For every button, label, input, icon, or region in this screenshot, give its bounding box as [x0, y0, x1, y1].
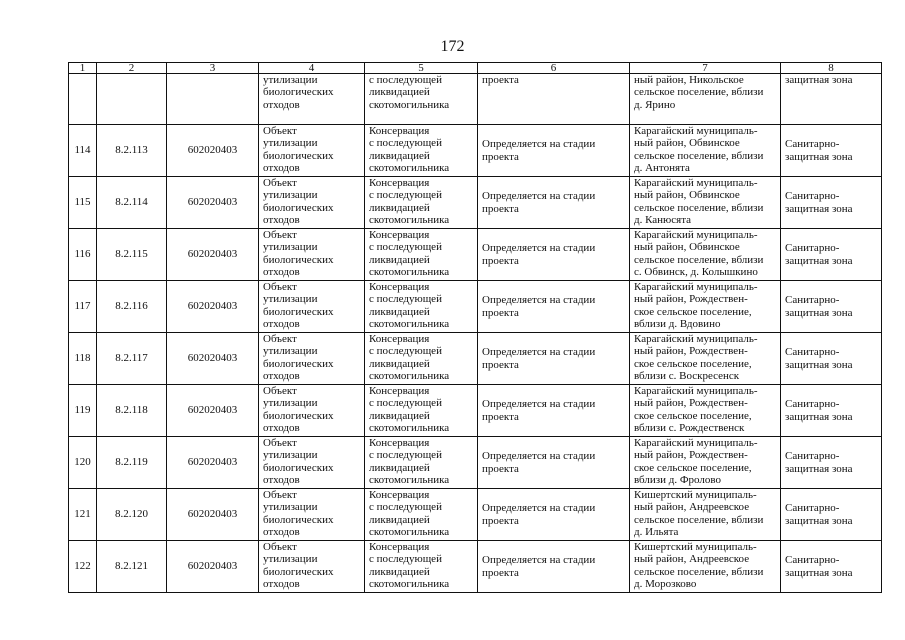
cell-parameters: Определяется на стадии проекта: [478, 489, 630, 541]
cell-zone: Санитарно- защитная зона: [781, 489, 882, 541]
cell-id: 602020403: [167, 177, 259, 229]
cell-parameters: Определяется на стадии проекта: [478, 333, 630, 385]
cell-code: 8.2.114: [97, 177, 167, 229]
cell-number: 118: [69, 333, 97, 385]
cell-location: Кишертский муниципаль- ный район, Андреевское сельское поселение, вблизи д. Морозково: [630, 541, 781, 593]
cell-parameters: Определяется на стадии проекта: [478, 437, 630, 489]
cell-code: 8.2.120: [97, 489, 167, 541]
header-cell: 4: [259, 63, 365, 74]
table-row: [69, 281, 882, 333]
table-row: [69, 437, 882, 489]
cell-object: Объект утилизации биологических отходов: [259, 177, 365, 229]
table-row: [69, 541, 882, 593]
cell-number: 120: [69, 437, 97, 489]
cell-number: 121: [69, 489, 97, 541]
cell-zone: Санитарно- защитная зона: [781, 333, 882, 385]
cell-parameters: Определяется на стадии проекта: [478, 281, 630, 333]
cell-id: [167, 74, 259, 125]
cell-parameters: Определяется на стадии проекта: [478, 229, 630, 281]
cell-number: 114: [69, 125, 97, 177]
cell-zone: Санитарно- защитная зона: [781, 541, 882, 593]
cell-parameters: Определяется на стадии проекта: [478, 385, 630, 437]
cell-location: Карагайский муниципаль- ный район, Обвинское сельское поселение, вблизи с. Обвинск, д. Колышкино: [630, 229, 781, 281]
cell-code: 8.2.119: [97, 437, 167, 489]
cell-id: 602020403: [167, 385, 259, 437]
cell-zone: Санитарно- защитная зона: [781, 125, 882, 177]
cell-location: Карагайский муниципаль- ный район, Рождествен- ское сельское поселение, вблизи с. Воскресенск: [630, 333, 781, 385]
cell-zone: защитная зона: [781, 74, 882, 125]
cell-id: 602020403: [167, 333, 259, 385]
cell-location: Карагайский муниципаль- ный район, Рождествен- ское сельское поселение, вблизи д. Фролово: [630, 437, 781, 489]
page-number: 172: [440, 38, 465, 55]
header-cell: 7: [630, 63, 781, 74]
cell-number: 116: [69, 229, 97, 281]
cell-code: 8.2.115: [97, 229, 167, 281]
table-row: [69, 489, 882, 541]
cell-action: Консервация с последующей ликвидацией скотомогильника: [365, 333, 478, 385]
cell-parameters: Определяется на стадии проекта: [478, 177, 630, 229]
cell-number: 115: [69, 177, 97, 229]
cell-object: Объект утилизации биологических отходов: [259, 333, 365, 385]
cell-parameters: проекта: [478, 74, 630, 125]
cell-id: 602020403: [167, 541, 259, 593]
header-cell: 8: [781, 63, 882, 74]
table-row: [69, 229, 882, 281]
cell-action: Консервация с последующей ликвидацией скотомогильника: [365, 281, 478, 333]
table-row: [69, 385, 882, 437]
cell-action: Консервация с последующей ликвидацией скотомогильника: [365, 177, 478, 229]
column-number-header: [69, 63, 882, 74]
cell-location: Карагайский муниципаль- ный район, Обвинское сельское поселение, вблизи д. Канюсята: [630, 177, 781, 229]
cell-action: Консервация с последующей ликвидацией скотомогильника: [365, 385, 478, 437]
cell-code: 8.2.116: [97, 281, 167, 333]
cell-location: Карагайский муниципаль- ный район, Рождествен- ское сельское поселение, вблизи с. Рождественск: [630, 385, 781, 437]
cell-number: [69, 74, 97, 125]
cell-action: Консервация с последующей ликвидацией скотомогильника: [365, 541, 478, 593]
cell-id: 602020403: [167, 125, 259, 177]
cell-zone: Санитарно- защитная зона: [781, 177, 882, 229]
cell-object: Объект утилизации биологических отходов: [259, 437, 365, 489]
cell-object: Объект утилизации биологических отходов: [259, 541, 365, 593]
header-cell: 3: [167, 63, 259, 74]
cell-location: Кишертский муниципаль- ный район, Андреевское сельское поселение, вблизи д. Ильята: [630, 489, 781, 541]
header-cell: 6: [478, 63, 630, 74]
cell-zone: Санитарно- защитная зона: [781, 281, 882, 333]
cell-number: 119: [69, 385, 97, 437]
cell-zone: Санитарно- защитная зона: [781, 385, 882, 437]
table-row: [69, 125, 882, 177]
cell-object: утилизации биологических отходов: [259, 74, 365, 125]
cell-action: Консервация с последующей ликвидацией скотомогильника: [365, 125, 478, 177]
cell-parameters: Определяется на стадии проекта: [478, 541, 630, 593]
cell-id: 602020403: [167, 489, 259, 541]
cell-action: Консервация с последующей ликвидацией скотомогильника: [365, 229, 478, 281]
header-cell: 2: [97, 63, 167, 74]
cell-location: Карагайский муниципаль- ный район, Обвинское сельское поселение, вблизи д. Антонята: [630, 125, 781, 177]
table-row: [69, 177, 882, 229]
cell-object: Объект утилизации биологических отходов: [259, 281, 365, 333]
cell-code: 8.2.118: [97, 385, 167, 437]
cell-action: Консервация с последующей ликвидацией скотомогильника: [365, 489, 478, 541]
cell-object: Объект утилизации биологических отходов: [259, 489, 365, 541]
cell-object: Объект утилизации биологических отходов: [259, 125, 365, 177]
cell-location: Карагайский муниципаль- ный район, Рождествен- ское сельское поселение, вблизи д. Вдовино: [630, 281, 781, 333]
cell-number: 117: [69, 281, 97, 333]
cell-action: с последующей ликвидацией скотомогильника: [365, 74, 478, 125]
objects-table: [68, 62, 882, 593]
cell-code: 8.2.121: [97, 541, 167, 593]
cell-id: 602020403: [167, 437, 259, 489]
cell-zone: Санитарно- защитная зона: [781, 437, 882, 489]
cell-code: 8.2.117: [97, 333, 167, 385]
cell-object: Объект утилизации биологических отходов: [259, 385, 365, 437]
header-cell: 1: [69, 63, 97, 74]
cell-parameters: Определяется на стадии проекта: [478, 125, 630, 177]
cell-number: 122: [69, 541, 97, 593]
header-cell: 5: [365, 63, 478, 74]
cell-id: 602020403: [167, 229, 259, 281]
cell-location: ный район, Никольское сельское поселение, вблизи д. Ярино: [630, 74, 781, 125]
cell-action: Консервация с последующей ликвидацией скотомогильника: [365, 437, 478, 489]
cell-code: 8.2.113: [97, 125, 167, 177]
cell-id: 602020403: [167, 281, 259, 333]
table-row: [69, 333, 882, 385]
cell-code: [97, 74, 167, 125]
cell-object: Объект утилизации биологических отходов: [259, 229, 365, 281]
continuation-row: [69, 74, 882, 125]
cell-zone: Санитарно- защитная зона: [781, 229, 882, 281]
